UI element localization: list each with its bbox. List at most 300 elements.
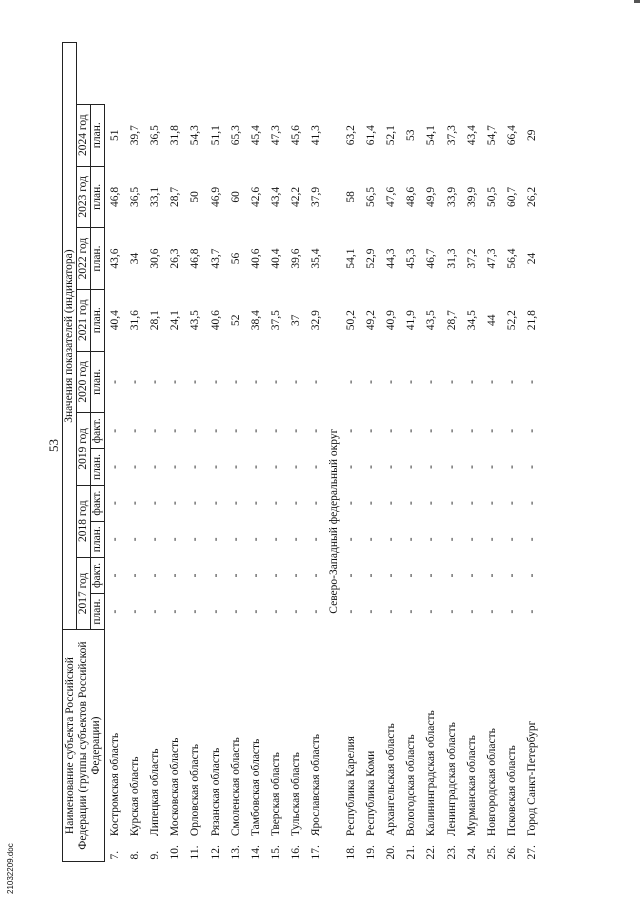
empty-value-cell: - [189,465,202,469]
empty-value-cell: - [148,501,161,506]
value-v2021: 37,5 [270,310,283,331]
empty-value-cell: - [148,573,161,578]
value-v2023: 46,9 [209,186,222,207]
header-year: 2018 год [77,485,91,557]
empty-value-cell: - [364,465,377,469]
value-v2023: 60,7 [506,186,519,207]
empty-value-cell: - [310,379,323,384]
empty-value-cell: - [344,428,357,433]
district-label: Северо-Западный федеральный округ [327,428,340,614]
value-v2021: 37 [290,314,303,326]
value-v2021: 24,1 [169,310,182,331]
value-v2022: 46,8 [189,248,202,269]
value-v2024: 45,6 [290,125,303,146]
empty-value-cell: - [169,537,182,542]
empty-value-cell: - [465,537,478,542]
empty-value-cell: - [310,501,323,506]
value-v2022: 30,6 [148,248,161,269]
value-v2022: 40,6 [249,248,262,269]
region-name: Смоленская область [229,737,242,837]
empty-value-cell: - [364,573,377,578]
empty-value-cell: - [128,379,141,384]
value-v2021: 28,1 [148,310,161,331]
empty-value-cell: - [290,428,303,433]
empty-value-cell: - [445,537,458,542]
row-number: 13. [229,845,242,860]
empty-value-cell: - [290,573,303,578]
district-row [327,43,341,862]
empty-value-cell: - [209,573,222,578]
table-row [226,43,246,862]
header-year: 2020 год [77,351,91,413]
empty-value-cell: - [229,465,242,469]
value-v2022: 45,3 [405,248,418,269]
empty-value-cell: - [189,537,202,542]
table-body [105,43,543,862]
empty-value-cell: - [405,609,418,614]
empty-value-cell: - [148,428,161,433]
empty-value-cell: - [128,428,141,433]
empty-value-cell: - [526,573,539,578]
region-name: Город Санкт-Петербург [526,720,539,837]
empty-value-cell: - [290,379,303,384]
value-v2021: 52,2 [506,310,519,331]
header-year: 2023 год [77,166,91,228]
empty-value-cell: - [465,428,478,433]
header-plan: план. [91,104,105,166]
empty-value-cell: - [405,379,418,384]
table-row [287,43,307,862]
empty-value-cell: - [310,609,323,614]
empty-value-cell: - [526,537,539,542]
value-v2024: 39,7 [128,125,141,146]
district-spacer [327,630,341,862]
value-v2022: 35,4 [310,248,323,269]
empty-value-cell: - [249,573,262,578]
region-name: Мурманская область [465,735,478,837]
empty-value-cell: - [290,465,303,469]
empty-value-cell: - [189,428,202,433]
value-v2023: 60 [229,191,242,203]
empty-value-cell: - [465,609,478,614]
empty-value-cell: - [385,379,398,384]
empty-value-cell: - [344,537,357,542]
row-number: 17. [310,845,323,860]
value-v2024: 36,5 [148,125,161,146]
value-v2023: 47,6 [385,186,398,207]
row-number: 12. [209,845,222,860]
empty-value-cell: - [485,537,498,542]
empty-value-cell: - [485,501,498,506]
empty-value-cell: - [249,609,262,614]
header-fact: факт. [91,485,105,521]
value-v2024: 37,3 [445,125,458,146]
empty-value-cell: - [425,609,438,614]
row-number: 11. [189,845,202,860]
value-v2023: 49,9 [425,186,438,207]
header-fact: факт. [91,413,105,449]
empty-value-cell: - [344,465,357,469]
empty-value-cell: - [229,501,242,506]
value-v2023: 56,5 [364,186,377,207]
empty-value-cell: - [310,428,323,433]
value-v2022: 24 [526,252,539,265]
table-row [125,43,145,862]
value-v2023: 42,6 [249,186,262,207]
empty-value-cell: - [189,379,202,384]
table-row [246,43,266,862]
empty-value-cell: - [425,379,438,384]
header-year: 2017 год [77,557,91,629]
value-v2023: 37,9 [310,186,323,207]
value-v2021: 40,4 [108,310,121,331]
row-number: 16. [290,845,303,860]
empty-value-cell: - [506,573,519,578]
empty-value-cell: - [405,573,418,578]
empty-value-cell: - [445,573,458,578]
header-values-group: Значения показателей (индикатора) [63,43,77,630]
empty-value-cell: - [128,537,141,542]
empty-value-cell: - [270,609,283,614]
region-name: Вологодская область [405,734,418,837]
empty-value-cell: - [364,609,377,614]
row-number: 20. [385,845,398,860]
empty-value-cell: - [290,537,303,542]
empty-value-cell: - [209,609,222,614]
value-v2024: 54,1 [425,125,438,146]
value-v2021: 50,2 [344,310,357,331]
header-year: 2019 год [77,413,91,485]
value-v2024: 52,1 [385,125,398,146]
table-row [442,43,462,862]
value-v2024: 51,1 [209,125,222,146]
empty-value-cell: - [128,501,141,506]
empty-value-cell: - [108,501,121,506]
row-number: 26. [506,845,519,860]
value-v2022: 26,3 [169,248,182,269]
table-row [206,43,226,862]
value-v2021: 28,7 [445,310,458,331]
empty-value-cell: - [108,465,121,469]
region-name: Московская область [169,737,182,837]
empty-value-cell: - [108,379,121,384]
empty-value-cell: - [148,537,161,542]
value-v2024: 29 [526,129,539,141]
row-number: 8. [128,850,141,860]
value-v2022: 44,3 [385,248,398,269]
empty-value-cell: - [108,537,121,542]
value-v2024: 61,4 [364,125,377,146]
empty-value-cell: - [169,465,182,469]
value-v2021: 43,5 [425,310,438,331]
row-number: 22. [425,845,438,860]
doc-id: 21032209.doc [6,843,15,894]
value-v2023: 28,7 [169,186,182,207]
empty-value-cell: - [310,537,323,542]
row-number: 10. [169,845,182,860]
empty-value-cell: - [405,465,418,469]
value-v2024: 51 [108,129,121,141]
table-row [503,43,523,862]
empty-value-cell: - [385,501,398,506]
value-v2023: 33,9 [445,186,458,207]
value-v2023: 58 [344,191,357,203]
empty-value-cell: - [465,379,478,384]
value-v2023: 26,2 [526,186,539,207]
empty-value-cell: - [506,501,519,506]
value-v2024: 41,3 [310,125,323,146]
header-plan: план. [91,228,105,290]
region-name: Рязанская область [209,747,222,837]
table-row [105,43,126,862]
empty-value-cell: - [526,609,539,614]
value-v2023: 50 [189,191,202,203]
table-row [523,43,543,862]
value-v2023: 43,4 [270,186,283,207]
empty-value-cell: - [425,428,438,433]
region-name: Тамбовская область [249,738,262,837]
empty-value-cell: - [209,379,222,384]
empty-value-cell: - [209,465,222,469]
table-row [402,43,422,862]
empty-value-cell: - [526,501,539,506]
empty-value-cell: - [425,573,438,578]
row-number: 19. [364,845,377,860]
region-name: Республика Карелия [344,736,357,837]
empty-value-cell: - [270,537,283,542]
value-v2021: 41,9 [405,310,418,331]
empty-value-cell: - [128,573,141,578]
empty-value-cell: - [128,465,141,469]
value-v2022: 47,3 [485,248,498,269]
empty-value-cell: - [270,501,283,506]
row-number: 25. [485,845,498,860]
empty-value-cell: - [249,379,262,384]
empty-value-cell: - [169,428,182,433]
empty-value-cell: - [344,379,357,384]
rotated-table-wrapper [62,42,582,862]
empty-value-cell: - [364,501,377,506]
value-v2023: 48,6 [405,186,418,207]
value-v2022: 43,7 [209,248,222,269]
district-spacer [327,43,341,413]
empty-value-cell: - [209,537,222,542]
empty-value-cell: - [249,428,262,433]
row-number: 27. [526,845,539,860]
empty-value-cell: - [364,537,377,542]
empty-value-cell: - [189,609,202,614]
value-v2022: 56 [229,252,242,265]
empty-value-cell: - [148,465,161,469]
value-v2022: 56,4 [506,248,519,269]
header-name-column: Наименование субъекта Российской Федерации (группы субъектов Российской Федерации) [63,630,105,862]
value-v2022: 40,4 [270,248,283,269]
empty-value-cell: - [270,428,283,433]
empty-value-cell: - [526,379,539,384]
value-v2022: 52,9 [364,248,377,269]
empty-value-cell: - [485,465,498,469]
value-v2022: 34 [128,252,141,265]
value-v2024: 63,2 [344,125,357,146]
empty-value-cell: - [506,537,519,542]
page-number: 53 [46,439,61,452]
empty-value-cell: - [445,379,458,384]
table-row [381,43,401,862]
value-v2024: 66,4 [506,125,519,146]
empty-value-cell: - [506,465,519,469]
empty-value-cell: - [148,609,161,614]
empty-value-cell: - [425,501,438,506]
empty-value-cell: - [270,573,283,578]
table-row [482,43,502,862]
empty-value-cell: - [364,379,377,384]
empty-value-cell: - [506,379,519,384]
empty-value-cell: - [229,537,242,542]
region-name: Тульская область [290,752,303,837]
empty-value-cell: - [405,501,418,506]
header-year: 2022 год [77,228,91,290]
empty-value-cell: - [310,465,323,469]
header-plan: план. [91,449,105,485]
empty-value-cell: - [249,501,262,506]
value-v2022: 39,6 [290,248,303,269]
empty-value-cell: - [290,501,303,506]
table-row [341,43,361,862]
empty-value-cell: - [310,573,323,578]
empty-value-cell: - [229,428,242,433]
value-v2024: 31,8 [169,125,182,146]
row-number: 14. [249,845,262,860]
header-year: 2024 год [77,104,91,166]
table-row [361,43,381,862]
empty-value-cell: - [405,428,418,433]
empty-value-cell: - [465,465,478,469]
empty-value-cell: - [169,379,182,384]
row-number: 21. [405,845,418,860]
value-v2023: 39,9 [465,186,478,207]
value-v2021: 49,2 [364,310,377,331]
empty-value-cell: - [385,573,398,578]
empty-value-cell: - [425,465,438,469]
empty-value-cell: - [506,609,519,614]
header-plan: план. [91,521,105,557]
empty-value-cell: - [485,428,498,433]
empty-value-cell: - [344,501,357,506]
empty-value-cell: - [128,609,141,614]
empty-value-cell: - [169,501,182,506]
empty-value-cell: - [526,465,539,469]
row-number: 24. [465,845,478,860]
empty-value-cell: - [249,465,262,469]
empty-value-cell: - [189,573,202,578]
value-v2022: 46,7 [425,248,438,269]
empty-value-cell: - [229,609,242,614]
header-year: 2021 год [77,289,91,351]
empty-value-cell: - [425,537,438,542]
empty-value-cell: - [465,501,478,506]
value-v2022: 54,1 [344,248,357,269]
empty-value-cell: - [445,609,458,614]
region-name: Республика Коми [364,750,377,837]
row-number: 23. [445,845,458,860]
value-v2021: 21,8 [526,310,539,331]
header-fact: факт. [91,557,105,593]
value-v2023: 33,1 [148,186,161,207]
region-name: Тверская область [270,752,283,837]
empty-value-cell: - [169,609,182,614]
table-row [267,43,287,862]
row-number: 7. [108,850,121,860]
region-name: Калининградская область [425,710,438,837]
row-number: 18. [344,845,357,860]
region-name: Курская область [128,756,141,837]
region-name: Орловская область [189,744,202,837]
table-row [422,43,442,862]
value-v2023: 36,5 [128,186,141,207]
region-name: Псковская область [506,745,519,837]
empty-value-cell: - [445,428,458,433]
empty-value-cell: - [270,465,283,469]
empty-value-cell: - [270,379,283,384]
empty-value-cell: - [385,537,398,542]
empty-value-cell: - [169,573,182,578]
empty-value-cell: - [108,573,121,578]
empty-value-cell: - [385,609,398,614]
empty-value-cell: - [290,609,303,614]
value-v2021: 52 [229,314,242,326]
table-header [63,43,105,862]
value-v2024: 54,3 [189,125,202,146]
region-name: Архангельская область [385,723,398,837]
region-name: Липецкая область [148,748,161,837]
value-v2024: 43,4 [465,125,478,146]
empty-value-cell: - [445,501,458,506]
empty-value-cell: - [485,609,498,614]
table-row [145,43,165,862]
value-v2022: 43,6 [108,248,121,269]
table-row [166,43,186,862]
region-name: Ленинградская область [445,722,458,837]
value-v2024: 47,3 [270,125,283,146]
empty-value-cell: - [465,573,478,578]
table-row [186,43,206,862]
empty-value-cell: - [344,609,357,614]
empty-value-cell: - [209,501,222,506]
empty-value-cell: - [526,428,539,433]
value-v2021: 32,9 [310,310,323,331]
region-name: Ярославская область [310,734,323,837]
header-plan: план. [91,166,105,228]
empty-value-cell: - [209,428,222,433]
empty-value-cell: - [108,428,121,433]
empty-value-cell: - [364,428,377,433]
row-number: 15. [270,845,283,860]
page-mark [634,0,640,3]
header-plan: план. [91,289,105,351]
value-v2021: 34,5 [465,310,478,331]
empty-value-cell: - [189,501,202,506]
empty-value-cell: - [249,537,262,542]
value-v2021: 43,5 [189,310,202,331]
empty-value-cell: - [229,573,242,578]
empty-value-cell: - [485,573,498,578]
value-v2021: 31,6 [128,310,141,331]
value-v2021: 40,9 [385,310,398,331]
indicators-table [62,42,543,862]
empty-value-cell: - [385,428,398,433]
value-v2021: 40,6 [209,310,222,331]
empty-value-cell: - [445,465,458,469]
